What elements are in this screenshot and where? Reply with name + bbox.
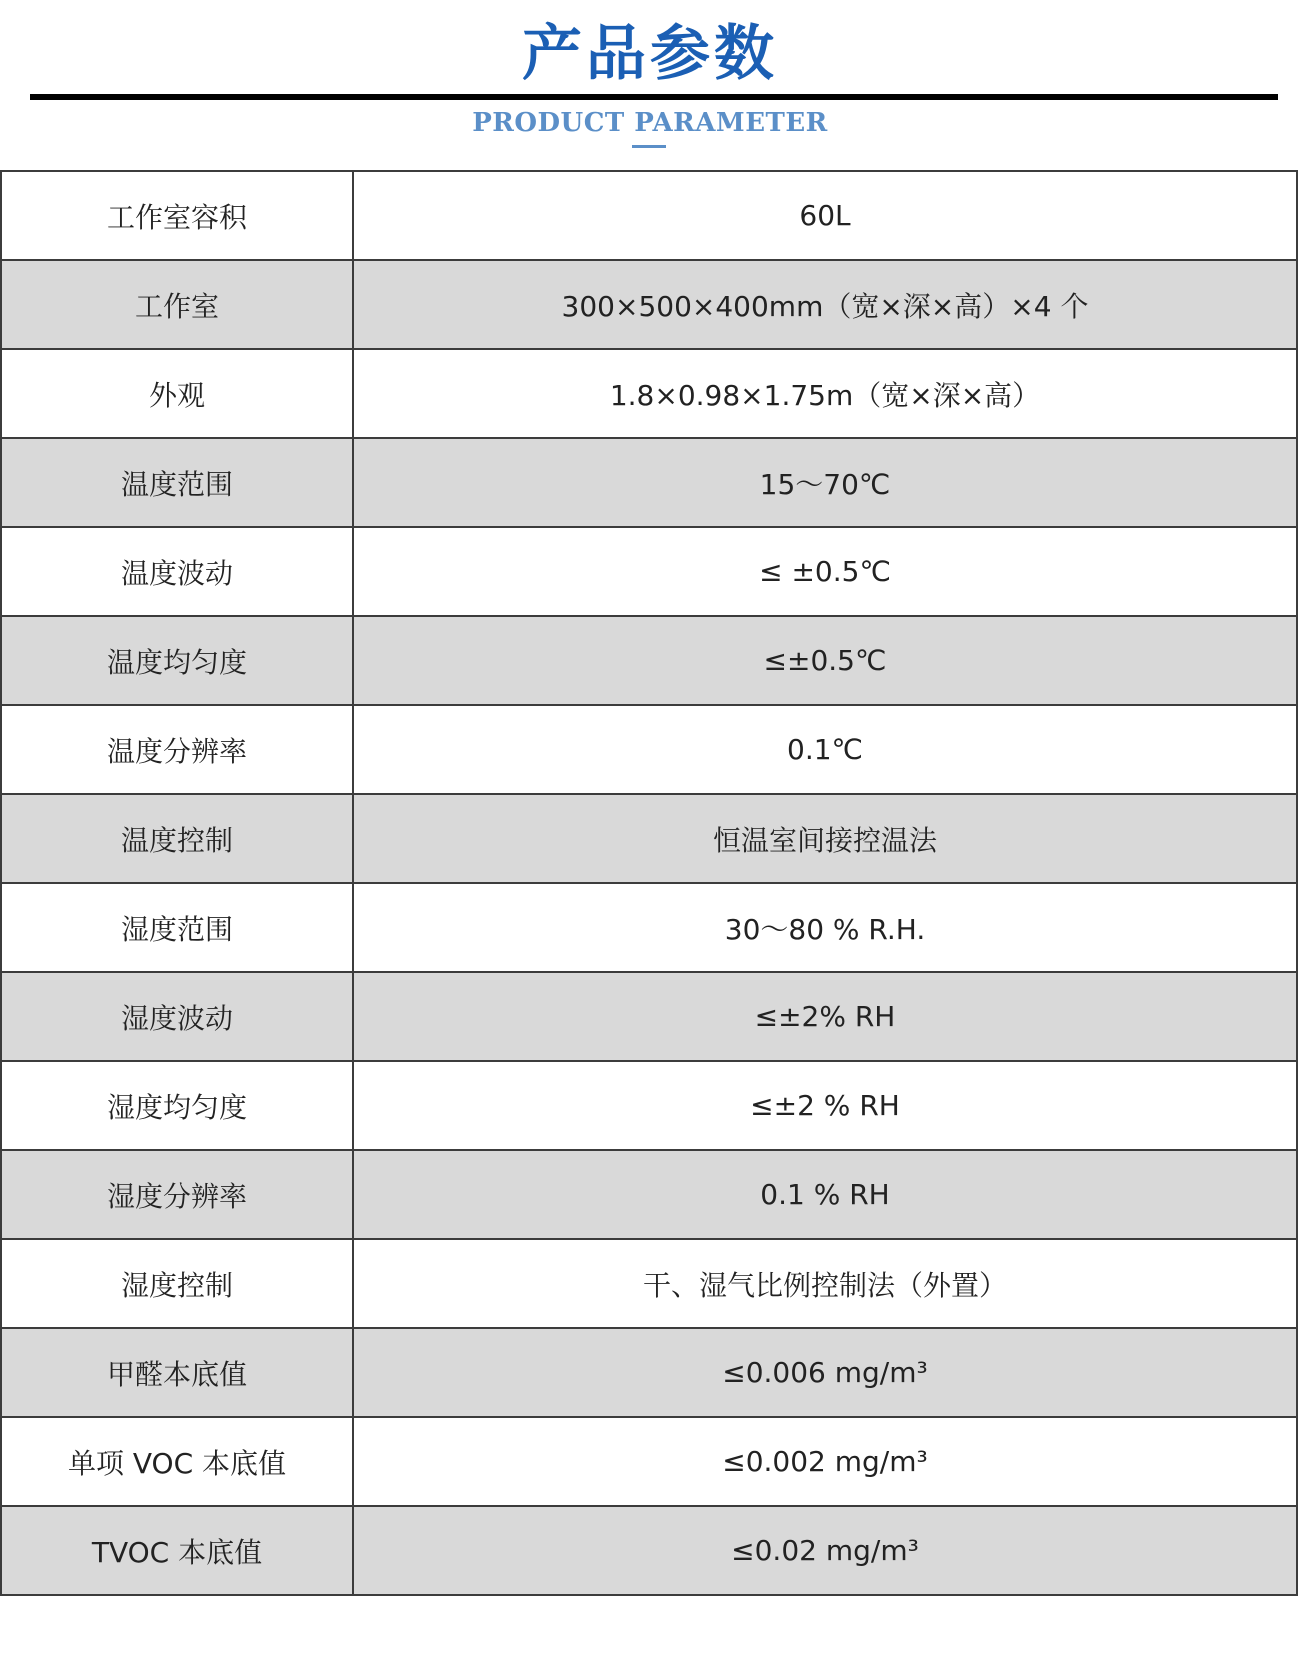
param-value: 60L	[353, 171, 1297, 260]
table-row	[1, 260, 1297, 349]
table-row	[1, 1150, 1297, 1239]
param-value: 0.1 % RH	[353, 1150, 1297, 1239]
param-label: 工作室	[1, 260, 353, 349]
param-value: 恒温室间接控温法	[353, 794, 1297, 883]
param-value: ≤±2% RH	[353, 972, 1297, 1061]
table-row	[1, 171, 1297, 260]
param-value: 15～70℃	[353, 438, 1297, 527]
table-row	[1, 794, 1297, 883]
param-value: ≤0.002 mg/m³	[353, 1417, 1297, 1506]
table-row	[1, 1506, 1297, 1595]
param-value: 1.8×0.98×1.75m（宽×深×高）	[353, 349, 1297, 438]
param-label: TVOC 本底值	[1, 1506, 353, 1595]
page-title: 产品参数	[522, 19, 778, 89]
param-label: 外观	[1, 349, 353, 438]
param-value: ≤0.02 mg/m³	[353, 1506, 1297, 1595]
param-value: 0.1℃	[353, 705, 1297, 794]
table-row	[1, 1061, 1297, 1150]
page-header	[0, 0, 1300, 170]
param-label: 温度均匀度	[1, 616, 353, 705]
param-label: 湿度范围	[1, 883, 353, 972]
param-label: 湿度波动	[1, 972, 353, 1061]
parameter-table-container	[0, 170, 1298, 1596]
table-row	[1, 438, 1297, 527]
param-value: 300×500×400mm（宽×深×高）×4 个	[353, 260, 1297, 349]
param-label: 温度控制	[1, 794, 353, 883]
param-label: 单项 VOC 本底值	[1, 1417, 353, 1506]
page-subtitle: PRODUCT PARAMETER	[472, 108, 828, 138]
table-row	[1, 1328, 1297, 1417]
parameter-table	[0, 170, 1298, 1596]
table-row	[1, 527, 1297, 616]
param-value: 30～80 % R.H.	[353, 883, 1297, 972]
param-label: 温度分辨率	[1, 705, 353, 794]
param-value: ≤0.006 mg/m³	[353, 1328, 1297, 1417]
param-value: 干、湿气比例控制法（外置）	[353, 1239, 1297, 1328]
subtitle-underline	[632, 145, 666, 148]
param-label: 湿度均匀度	[1, 1061, 353, 1150]
table-row	[1, 883, 1297, 972]
table-row	[1, 972, 1297, 1061]
param-label: 工作室容积	[1, 171, 353, 260]
param-label: 温度波动	[1, 527, 353, 616]
param-label: 湿度分辨率	[1, 1150, 353, 1239]
param-value: ≤±0.5℃	[353, 616, 1297, 705]
title-divider	[30, 94, 1278, 100]
table-row	[1, 1417, 1297, 1506]
table-row	[1, 349, 1297, 438]
param-label: 甲醛本底值	[1, 1328, 353, 1417]
param-label: 湿度控制	[1, 1239, 353, 1328]
param-value: ≤ ±0.5℃	[353, 527, 1297, 616]
table-row	[1, 616, 1297, 705]
param-label: 温度范围	[1, 438, 353, 527]
param-value: ≤±2 % RH	[353, 1061, 1297, 1150]
table-row	[1, 1239, 1297, 1328]
table-row	[1, 705, 1297, 794]
